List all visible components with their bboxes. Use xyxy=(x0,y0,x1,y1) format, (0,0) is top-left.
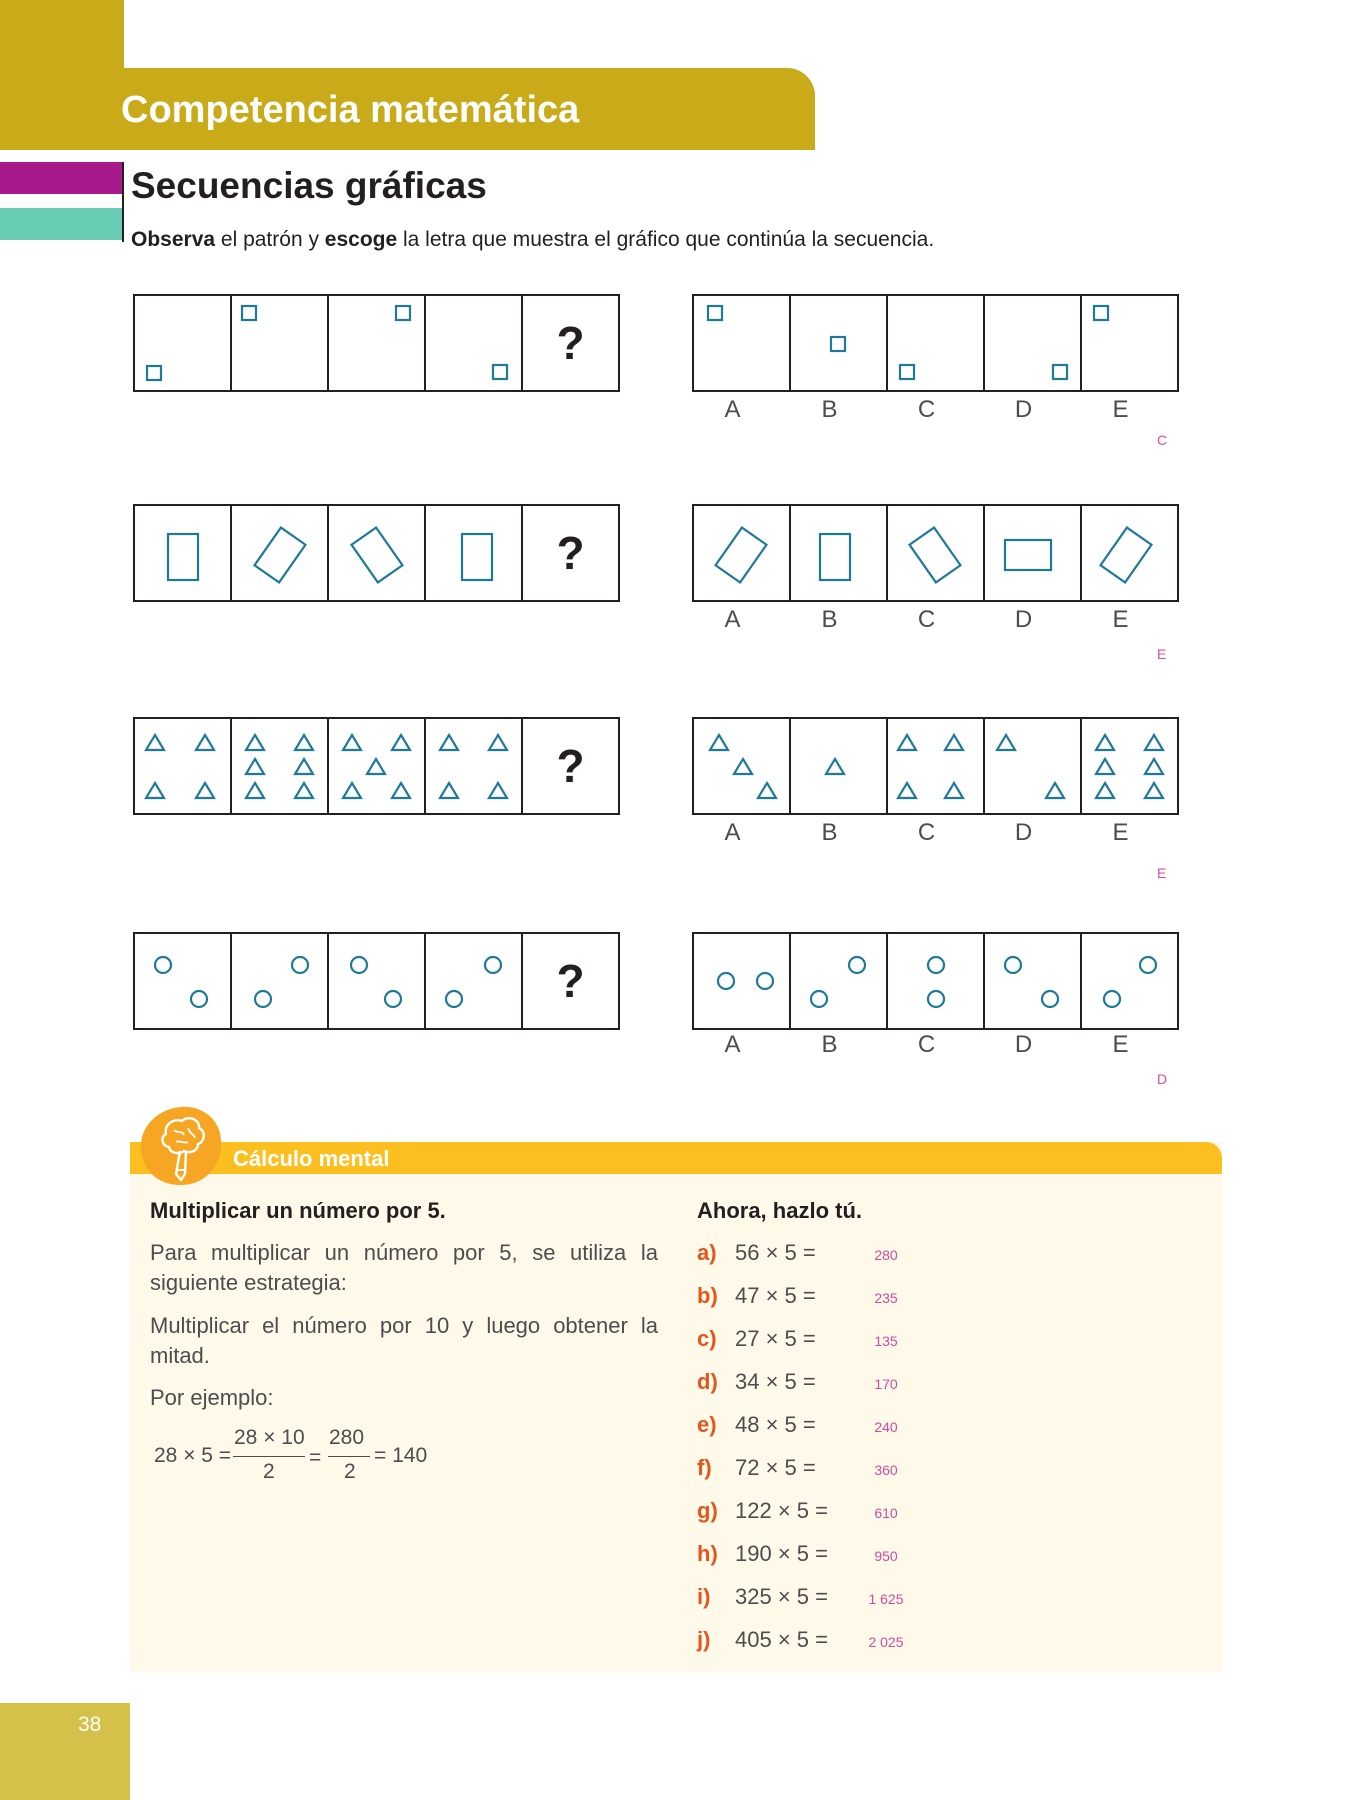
option-letter: B xyxy=(821,396,838,423)
exercise-answer: 2 025 xyxy=(868,1634,904,1650)
exercise-label: i) xyxy=(697,1584,711,1609)
exercise-expression: 27 × 5 = xyxy=(735,1326,816,1351)
puzzle-1-options xyxy=(692,294,1179,392)
puzzle-4-options xyxy=(692,932,1179,1030)
fraction-bar xyxy=(328,1456,370,1457)
exercise-label: c) xyxy=(697,1326,717,1351)
question-mark: ? xyxy=(556,955,585,1007)
puzzle-2-sequence xyxy=(133,504,620,602)
exercise-expression: 190 × 5 = xyxy=(735,1541,828,1566)
triangles-shape-icon xyxy=(426,719,521,813)
rectangle-shape-icon xyxy=(985,506,1080,600)
option-letter: C xyxy=(917,819,936,846)
option-e-cell[interactable] xyxy=(1082,719,1177,813)
brain-pencil-icon xyxy=(138,1104,224,1188)
sequence-cell xyxy=(232,934,329,1028)
exercise-item xyxy=(697,1582,904,1612)
page-title: Competencia matemática xyxy=(121,89,580,131)
sequence-cell xyxy=(426,719,523,813)
triangles-shape-icon xyxy=(791,719,886,813)
option-b-cell[interactable] xyxy=(791,296,888,390)
option-b-cell[interactable] xyxy=(791,506,888,600)
formula-lhs: 28 × 5 = xyxy=(154,1444,232,1467)
sequence-cell xyxy=(426,506,523,600)
circles-shape-icon xyxy=(232,934,327,1028)
option-letter: B xyxy=(821,1031,838,1058)
formula-numerator-1: 28 × 10 xyxy=(234,1426,305,1449)
exercise-answer: 135 xyxy=(874,1333,898,1349)
sequence-cell xyxy=(329,934,426,1028)
option-letter: C xyxy=(917,1031,936,1058)
circles-shape-icon xyxy=(694,934,789,1028)
puzzle-2-option-letters xyxy=(684,606,1169,634)
puzzle-3-sequence xyxy=(133,717,620,815)
square-shape-icon xyxy=(694,296,789,390)
magenta-accent-bar xyxy=(0,162,122,194)
exercise-item xyxy=(697,1281,898,1311)
option-e-cell[interactable] xyxy=(1082,296,1177,390)
page-number-tab xyxy=(0,1703,130,1800)
strategy-paragraph-2: Multiplicar el número por 10 y luego obtener la mitad. xyxy=(150,1313,658,1368)
rectangle-shape-icon xyxy=(694,506,789,600)
puzzle-1-option-letters xyxy=(684,396,1169,424)
section-title: Secuencias gráficas xyxy=(131,165,487,206)
exercise-expression: 122 × 5 = xyxy=(735,1498,828,1523)
option-a-cell[interactable] xyxy=(694,934,791,1028)
square-shape-icon xyxy=(1082,296,1177,390)
triangles-shape-icon xyxy=(694,719,789,813)
exercise-answer: 1 625 xyxy=(868,1591,904,1607)
rectangle-shape-icon xyxy=(135,506,230,600)
rectangle-shape-icon xyxy=(1082,506,1177,600)
option-letter: D xyxy=(1014,819,1033,846)
option-letter: C xyxy=(917,606,936,633)
circles-shape-icon xyxy=(791,934,886,1028)
exercise-item xyxy=(697,1410,898,1440)
circles-shape-icon xyxy=(426,934,521,1028)
option-e-cell[interactable] xyxy=(1082,506,1177,600)
question-cell xyxy=(523,719,618,813)
exercise-answer: 170 xyxy=(874,1376,898,1392)
option-d-cell[interactable] xyxy=(985,934,1082,1028)
exercise-label: j) xyxy=(697,1627,711,1652)
exercise-expression: 34 × 5 = xyxy=(735,1369,816,1394)
sequence-cell xyxy=(329,506,426,600)
exercise-expression: 47 × 5 = xyxy=(735,1283,816,1308)
instruction-bold-escoge: escoge xyxy=(324,228,398,251)
exercise-answer: 240 xyxy=(874,1419,898,1435)
rectangle-shape-icon xyxy=(888,506,983,600)
square-shape-icon xyxy=(232,296,327,390)
exercise-item xyxy=(697,1625,904,1655)
circles-shape-icon xyxy=(135,934,230,1028)
rectangle-shape-icon xyxy=(232,506,327,600)
option-c-cell[interactable] xyxy=(888,934,985,1028)
triangles-shape-icon xyxy=(888,719,983,813)
sequence-cell xyxy=(329,296,426,390)
sequence-cell xyxy=(232,506,329,600)
circles-shape-icon xyxy=(1082,934,1177,1028)
exercise-label: d) xyxy=(697,1369,718,1394)
option-letter: E xyxy=(1112,819,1129,846)
instruction-text-1: el patrón y xyxy=(215,228,325,251)
option-letter: E xyxy=(1112,606,1129,633)
exercises-heading: Ahora, hazlo tú. xyxy=(697,1198,862,1223)
sequence-cell xyxy=(232,719,329,813)
instruction-text-2: la letra que muestra el gráfico que continúa la secuencia. xyxy=(397,228,935,251)
formula-denominator-1: 2 xyxy=(263,1460,275,1483)
exercise-label: h) xyxy=(697,1541,718,1566)
exercise-item xyxy=(697,1324,898,1354)
square-shape-icon xyxy=(888,296,983,390)
exercise-item xyxy=(697,1367,898,1397)
exercise-expression: 72 × 5 = xyxy=(735,1455,816,1480)
exercise-answer: 610 xyxy=(874,1505,898,1521)
option-letter: D xyxy=(1014,1031,1033,1058)
option-b-cell[interactable] xyxy=(791,934,888,1028)
answer-key: E xyxy=(1157,865,1167,881)
exercise-item xyxy=(697,1539,898,1569)
exercise-answer: 950 xyxy=(874,1548,898,1564)
strategy-heading: Multiplicar un número por 5. xyxy=(150,1198,446,1223)
square-shape-icon xyxy=(791,296,886,390)
option-c-cell[interactable] xyxy=(888,296,985,390)
formula-result: = 140 xyxy=(374,1444,428,1467)
option-a-cell[interactable] xyxy=(694,506,791,600)
option-letter: E xyxy=(1112,396,1129,423)
option-d-cell[interactable] xyxy=(985,296,1082,390)
formula-equals: = xyxy=(309,1446,322,1469)
exercise-expression: 48 × 5 = xyxy=(735,1412,816,1437)
sequence-cell xyxy=(426,934,523,1028)
formula-denominator-2: 2 xyxy=(344,1460,356,1483)
triangles-shape-icon xyxy=(135,719,230,813)
exercise-label: b) xyxy=(697,1283,718,1308)
rectangle-shape-icon xyxy=(329,506,424,600)
sequence-cell xyxy=(232,296,329,390)
sequence-cell xyxy=(135,506,232,600)
rectangle-shape-icon xyxy=(791,506,886,600)
puzzle-2-options xyxy=(692,504,1179,602)
exercise-expression: 56 × 5 = xyxy=(735,1240,816,1265)
question-mark: ? xyxy=(556,527,585,579)
teal-accent-bar xyxy=(0,208,122,240)
answer-key: D xyxy=(1157,1071,1168,1087)
instruction-text xyxy=(131,226,934,254)
triangles-shape-icon xyxy=(1082,719,1177,813)
formula-numerator-2: 280 xyxy=(329,1426,365,1449)
circles-shape-icon xyxy=(985,934,1080,1028)
section-divider xyxy=(122,162,124,242)
exercise-label: g) xyxy=(697,1498,718,1523)
puzzle-3-options xyxy=(692,717,1179,815)
puzzle-1-sequence xyxy=(133,294,620,392)
option-d-cell[interactable] xyxy=(985,506,1082,600)
exercise-answer: 280 xyxy=(874,1247,898,1263)
option-letter: B xyxy=(821,606,838,633)
example-formula xyxy=(150,1422,450,1492)
sequence-cell xyxy=(426,296,523,390)
square-shape-icon xyxy=(985,296,1080,390)
puzzle-4-sequence xyxy=(133,932,620,1030)
option-c-cell[interactable] xyxy=(888,506,985,600)
option-letter: D xyxy=(1014,606,1033,633)
strategy-paragraph-1: Para multiplicar un número por 5, se utiliza la siguiente estrategia: xyxy=(150,1240,658,1295)
question-cell xyxy=(523,934,618,1028)
sequence-cell xyxy=(135,934,232,1028)
rectangle-shape-icon xyxy=(426,506,521,600)
option-letter: A xyxy=(724,396,741,423)
triangles-shape-icon xyxy=(985,719,1080,813)
option-letter: A xyxy=(724,1031,741,1058)
answer-key: E xyxy=(1157,646,1167,662)
puzzle-4-option-letters xyxy=(684,1031,1169,1059)
exercise-expression: 405 × 5 = xyxy=(735,1627,828,1652)
option-a-cell[interactable] xyxy=(694,719,791,813)
exercise-item xyxy=(697,1238,898,1268)
strategy-paragraph-3: Por ejemplo: xyxy=(150,1385,274,1410)
option-letter: E xyxy=(1112,1031,1129,1058)
option-letter: B xyxy=(821,819,838,846)
sequence-cell xyxy=(329,719,426,813)
option-d-cell[interactable] xyxy=(985,719,1082,813)
exercise-label: e) xyxy=(697,1412,717,1437)
instruction-bold-observa: Observa xyxy=(131,228,216,251)
option-letter: D xyxy=(1014,396,1033,423)
exercise-expression: 325 × 5 = xyxy=(735,1584,828,1609)
triangles-shape-icon xyxy=(329,719,424,813)
circles-shape-icon xyxy=(329,934,424,1028)
option-letter: C xyxy=(917,396,936,423)
exercise-answer: 360 xyxy=(874,1462,898,1478)
option-e-cell[interactable] xyxy=(1082,934,1177,1028)
triangles-shape-icon xyxy=(232,719,327,813)
question-mark: ? xyxy=(556,317,585,369)
sequence-cell xyxy=(135,719,232,813)
square-shape-icon xyxy=(426,296,521,390)
sequence-cell xyxy=(135,296,232,390)
page-number: 38 xyxy=(78,1713,102,1736)
question-mark: ? xyxy=(556,740,585,792)
option-b-cell[interactable] xyxy=(791,719,888,813)
exercise-label: f) xyxy=(697,1455,712,1480)
option-a-cell[interactable] xyxy=(694,296,791,390)
exercise-item xyxy=(697,1496,898,1526)
calc-title: Cálculo mental xyxy=(233,1146,390,1171)
answer-key: C xyxy=(1157,432,1168,448)
option-c-cell[interactable] xyxy=(888,719,985,813)
question-cell xyxy=(523,506,618,600)
square-shape-icon xyxy=(329,296,424,390)
puzzle-3-option-letters xyxy=(684,819,1169,847)
exercise-item xyxy=(697,1453,898,1483)
question-cell xyxy=(523,296,618,390)
circles-shape-icon xyxy=(888,934,983,1028)
fraction-bar xyxy=(233,1456,305,1457)
option-letter: A xyxy=(724,819,741,846)
option-letter: A xyxy=(724,606,741,633)
exercise-label: a) xyxy=(697,1240,717,1265)
square-shape-icon xyxy=(135,296,230,390)
exercise-answer: 235 xyxy=(874,1290,898,1306)
